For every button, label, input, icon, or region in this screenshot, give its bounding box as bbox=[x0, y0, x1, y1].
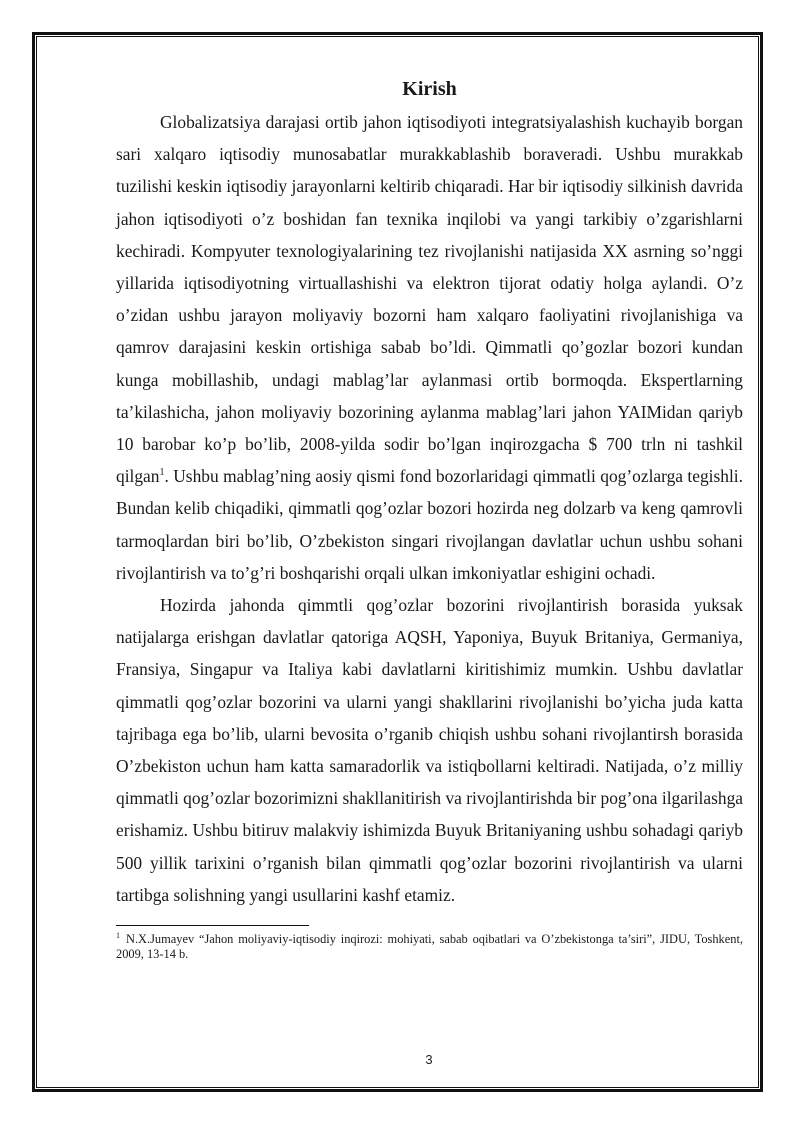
page-number: 3 bbox=[425, 1052, 433, 1067]
footnote-separator bbox=[116, 925, 309, 926]
footnote bbox=[116, 932, 743, 962]
paragraph-1 bbox=[116, 106, 743, 589]
paragraph-2: Hozirda jahonda qimmtli qog’ozlar bozorini rivojlantirish borasida yuksak natijalarga erishgan davlatlar qatoriga AQSH, Yaponiya, Buyuk Britaniya, Germaniya, Fransiya, Singapur va Italiya kabi davlatlarni kiritishimiz mumkin. Ushbu davlatlar qimmatli qog’ozlar bozorini va ularni yangi shakllarini rivojlanishi bo’yicha juda katta tajribaga ega bo’lib, ularni bevosita o’rganib chiqish ushbu sohani rivojlantirsh borasida O’zbekiston uchun ham katta samaradorlik va istiqbollarni keltiradi. Natijada, o’z milliy qimmatli qog’ozlar bozorimizni shakllanitirish va rivojlantirishda bir pog’ona ilgarilashga erishamiz. Ushbu bitiruv malakviy ishimizda Buyuk Britaniyaning ushbu sohadagi qariyb 500 yillik tarixini o’rganish bilan qimmatli qog’ozlar bozorini rivojlantirish va ularni tartibga solishning yangi usullarini kashf etamiz. bbox=[116, 595, 743, 905]
paragraph-1-text-a: Globalizatsiya darajasi ortib jahon iqtisodiyoti integratsiyalashish kuchayib borgan sari xalqaro iqtisodiy munosabatlar murakkablashib boraveradi. Ushbu murakkab tuzilishi keskin iqtisodiy jarayonlarni keltirib chiqaradi. Har bir iqtisodiy silkinish davrida jahon iqtisodiyoti o’z boshidan fan texnika inqilobi va yangi tarkibiy o’zgarishlarni kechiradi. Kompyuter texnologiyalarining tez rivojlanishi natijasida XX asrning so’nggi yillarida iqtisodiyotning virtuallashishi va elektron tijorat odatiy holga aylandi. O’z o’zidan ushbu jarayon moliyaviy bozorni ham xalqaro faoliyatini rivojlanishiga va qamrov darajasini keskin ortishiga sabab bo’ldi. Qimmatli qo’gozlar bozori kundan kunga mobillashib, undagi mablag’lar aylanmasi ortib bormoqda. Ekspertlarning ta’kilashicha, jahon moliyaviy bozorining aylanma mablag’lari jahon YAIMidan qariyb 10 barobar ko’p bo’lib, 2008-yilda sodir bo’lgan inqirozgacha $ 700 trln ni tashkil qilgan bbox=[116, 112, 743, 487]
page-title: Kirish bbox=[402, 78, 457, 100]
page-content bbox=[116, 74, 743, 962]
footnote-mark: 1 bbox=[116, 930, 120, 940]
footnote-text: N.X.Jumayev “Jahon moliyaviy-iqtisodiy inqirozi: mohiyati, sabab oqibatlari va O’zbekistonga ta’siri”, JIDU, Toshkent, 2009, 13-14 b. bbox=[116, 932, 743, 962]
footnote-reference[interactable]: 1 bbox=[159, 467, 165, 479]
paragraph-1-text-b: . Ushbu mablag’ning aosiy qismi fond bozorlaridagi qimmatli qog’ozlarga tegishli. Bundan kelib chiqadiki, qimmatli qog’ozlar bozori hozirda neg dolzarb va keng qamrovli tarmoqlardan biri bo’lib, O’zbekiston singari rivojlangan davlatlar uchun ushbu sohani rivojlantirish va to’g’ri boshqarishi orqali ulkan imkoniyatlar eshigini ochadi. bbox=[116, 466, 743, 583]
